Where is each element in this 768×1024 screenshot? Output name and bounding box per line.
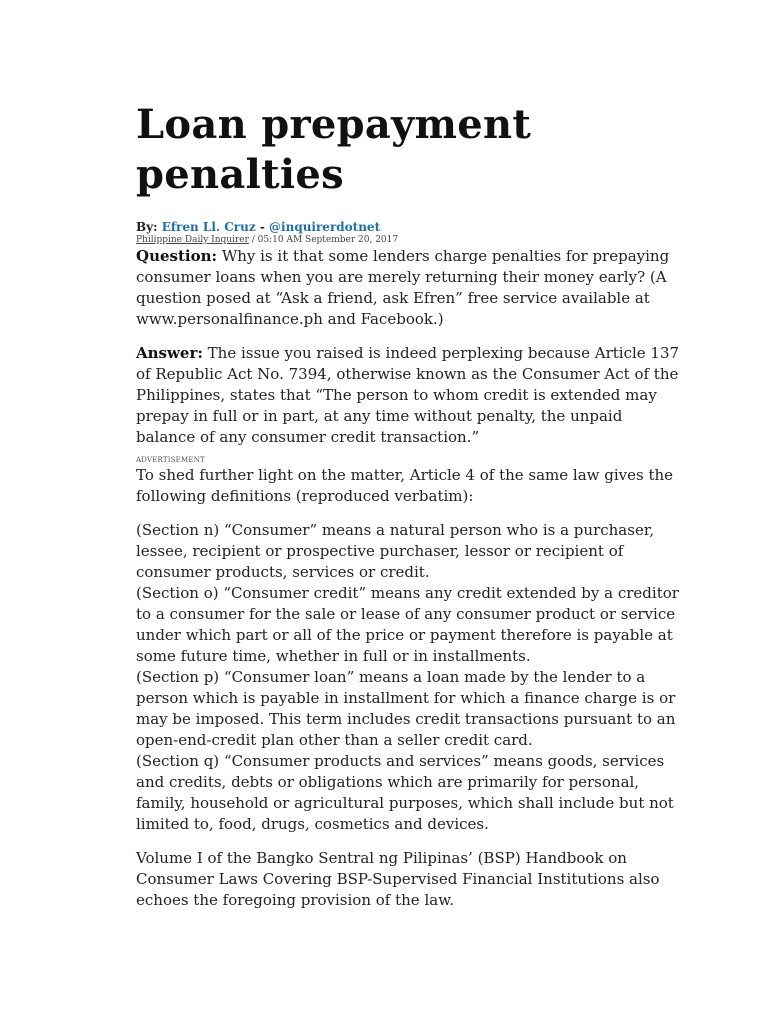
answer-label: Answer:: [136, 344, 203, 362]
dateline: [136, 234, 681, 246]
byline-separator: -: [259, 220, 265, 234]
bsp-handbook-paragraph: Volume I of the Bangko Sentral ng Pilipinas’ (BSP) Handbook on Consumer Laws Covering BSP-Supervised Financial Institutions also echoes the foregoing provision of the law.: [136, 849, 660, 909]
byline-prefix: By:: [136, 220, 158, 234]
author-link[interactable]: Efren Ll. Cruz: [161, 220, 256, 234]
question-label: Question:: [136, 247, 218, 265]
section-p-paragraph: (Section p) “Consumer loan” means a loan made by the lender to a person which is payable in installment for which a finance charge is or may be imposed. This term includes credit transactions pursuant to an open-end-credit plan other than a seller credit card.: [136, 668, 676, 749]
section-o-paragraph: (Section o) “Consumer credit” means any credit extended by a creditor to a consumer for the sale or lease of any consumer product or service under which part or all of the price or payment therefore is payable at some future time, whether in full or in installments.: [136, 584, 679, 665]
answer-text: The issue you raised is indeed perplexing because Article 137 of Republic Act No. 7394, otherwise known as the Consumer Act of the Philippines, states that “The person to whom credit is extended may prepay in full or in part, at any time without penalty, the unpaid balance of any consumer credit transaction.”: [136, 344, 680, 446]
section-n-paragraph: (Section n) “Consumer” means a natural person who is a purchaser, lessee, recipient or prospective purchaser, lessor or recipient of consumer products, services or credit.: [136, 521, 655, 581]
publication-link[interactable]: Philippine Daily Inquirer: [136, 235, 249, 245]
definitions-intro-paragraph: To shed further light on the matter, Article 4 of the same law gives the following definitions (reproduced verbatim):: [136, 466, 674, 505]
publish-timestamp: 05:10 AM September 20, 2017: [257, 235, 399, 245]
byline: [136, 220, 681, 234]
article-title: Loan prepayment penalties: [136, 101, 532, 198]
question-paragraph: [136, 246, 681, 330]
dateline-slash: /: [251, 235, 255, 245]
question-text: Why is it that some lenders charge penalties for prepaying consumer loans when you are merely returning their money early? (A question posed at “Ask a friend, ask Efren” free service available at www.personalfinance.ph and Facebook.): [136, 247, 670, 328]
section-q-paragraph: (Section q) “Consumer products and services” means goods, services and credits, debts or obligations which are primarily for personal, family, household or agricultural purposes, which shall include but not limited to, food, drugs, cosmetics and devices.: [136, 752, 674, 833]
author-handle-link[interactable]: @inquirerdotnet: [269, 220, 381, 234]
answer-paragraph: [136, 343, 681, 448]
article: [136, 100, 681, 911]
advertisement-label: ADVERTISEMENT: [136, 456, 205, 464]
